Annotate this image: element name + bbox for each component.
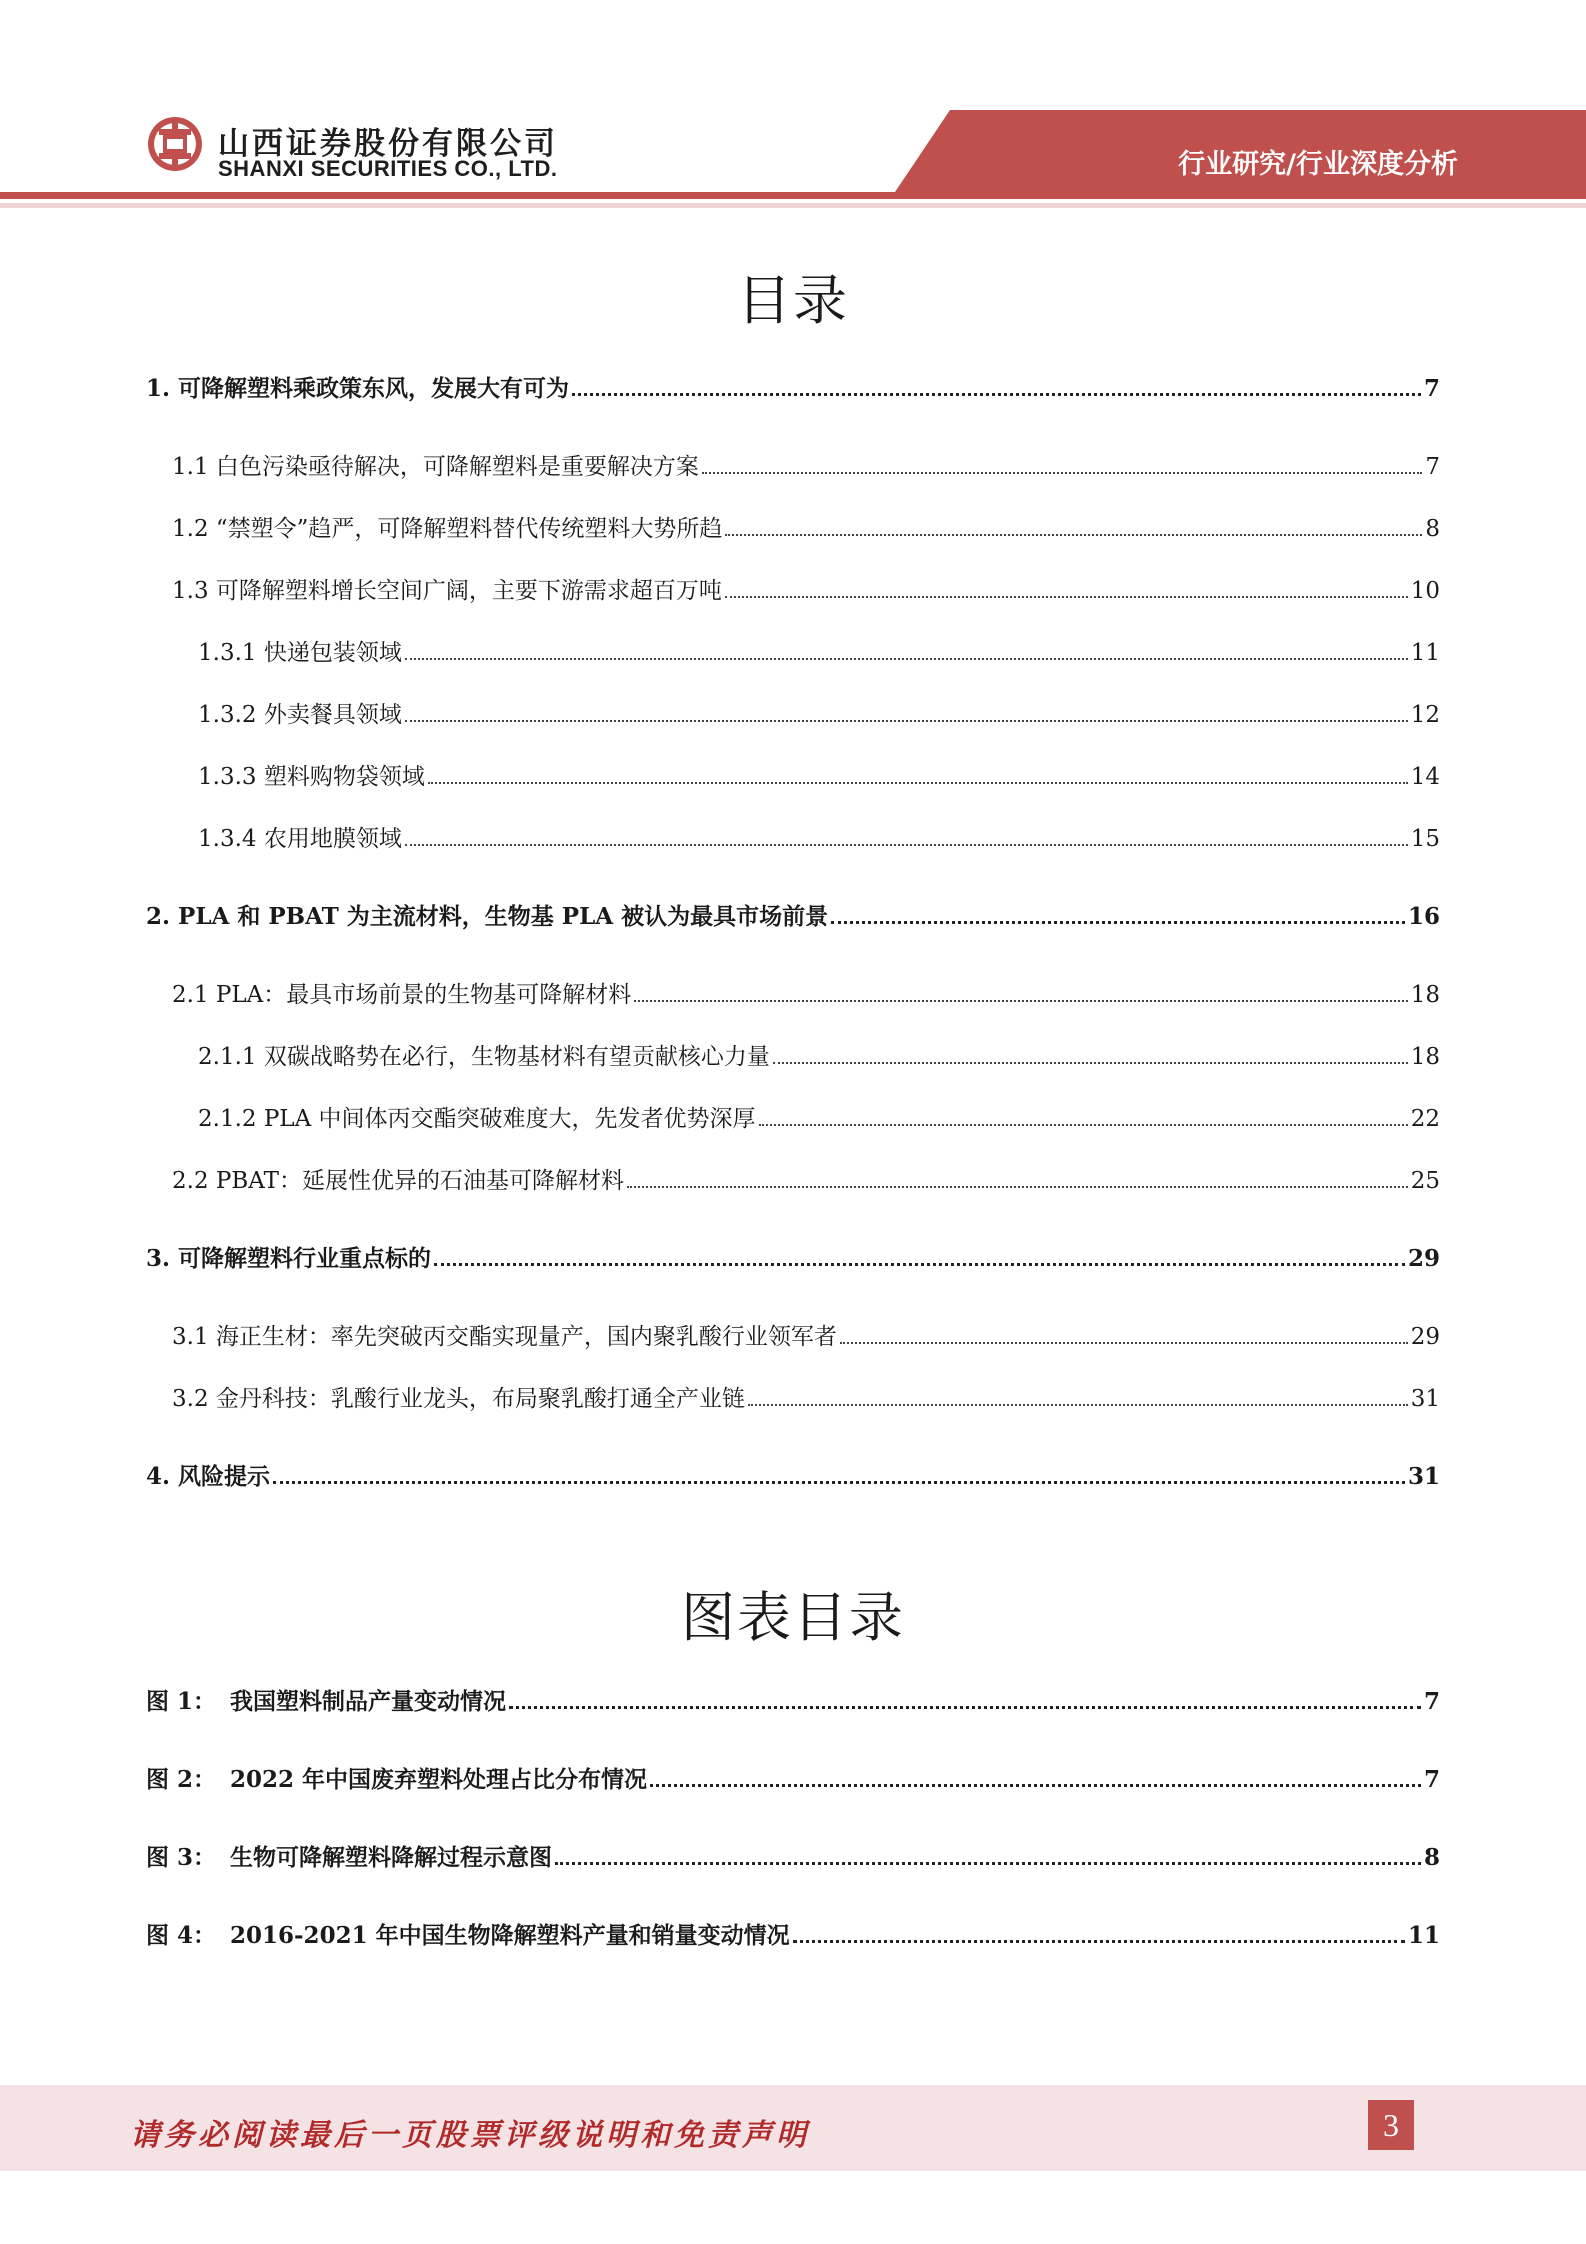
toc-entry-page: 10 [1410, 578, 1440, 604]
toc-entry-page: 7 [1423, 375, 1440, 402]
toc-entry[interactable] [172, 448, 1440, 481]
dot-leader [627, 1186, 1408, 1188]
toc-entry[interactable] [198, 820, 1440, 853]
toc-entry-page: 31 [1410, 1386, 1440, 1412]
figure-entry[interactable] [146, 1917, 1440, 1950]
toc-entry[interactable] [172, 1380, 1440, 1413]
toc-entry-label: 2. PLA 和 PBAT 为主流材料，生物基 PLA 被认为最具市场前景 [146, 903, 829, 930]
toc-entry-page: 25 [1410, 1168, 1440, 1194]
figure-entry-number: 图 2： [146, 1766, 217, 1793]
dot-leader [428, 782, 1408, 784]
toc-entry[interactable] [198, 1100, 1440, 1133]
toc-entry-label: 2.2 PBAT：延展性优异的石油基可降解材料 [172, 1168, 624, 1194]
figure-entry-label: 生物可降解塑料降解过程示意图 [230, 1844, 552, 1871]
toc-entry-label: 1.1 白色污染亟待解决，可降解塑料是重要解决方案 [172, 454, 699, 480]
company-name-cn: 山西证券股份有限公司 [218, 126, 558, 162]
toc-entry[interactable] [146, 898, 1440, 931]
dot-leader [273, 1481, 1405, 1484]
dot-leader [634, 1000, 1407, 1002]
toc-entry[interactable] [172, 976, 1440, 1009]
toc-entry-label: 2.1.2 PLA 中间体丙交酯突破难度大，先发者优势深厚 [198, 1106, 756, 1132]
toc-entry[interactable] [198, 634, 1440, 667]
report-type: 行业研究/行业深度分析 [1178, 149, 1458, 180]
dot-leader [405, 658, 1408, 660]
toc-entry[interactable] [146, 370, 1440, 403]
dot-leader [748, 1404, 1408, 1406]
dot-leader [793, 1940, 1405, 1943]
toc-entry-label: 1. 可降解塑料乘政策东风，发展大有可为 [146, 375, 570, 402]
toc-entry-page: 15 [1410, 826, 1440, 852]
toc-entry[interactable] [172, 1162, 1440, 1195]
figure-entry-number: 图 4： [146, 1922, 217, 1949]
toc-entry-label: 1.3.4 农用地膜领域 [198, 826, 402, 852]
toc-entry-label: 1.2 “禁塑令”趋严，可降解塑料替代传统塑料大势所趋 [172, 516, 723, 542]
dot-leader [434, 1263, 1405, 1266]
figure-entry-label: 2022 年中国废弃塑料处理占比分布情况 [230, 1766, 648, 1793]
toc-entry-page: 22 [1410, 1106, 1440, 1132]
toc-entry-page: 11 [1410, 640, 1440, 666]
toc-entry-label: 2.1.1 双碳战略势在必行，生物基材料有望贡献核心力量 [198, 1044, 770, 1070]
figure-entry-page: 7 [1423, 1688, 1440, 1715]
figure-entry[interactable] [146, 1683, 1440, 1716]
figure-entry-number: 图 3： [146, 1844, 217, 1871]
dot-leader [773, 1062, 1408, 1064]
toc-entry-label: 3.2 金丹科技：乳酸行业龙头，布局聚乳酸打通全产业链 [172, 1386, 745, 1412]
toc-entry-label: 2.1 PLA：最具市场前景的生物基可降解材料 [172, 982, 632, 1008]
page-header [0, 0, 1586, 215]
toc-entry-page: 16 [1407, 903, 1440, 930]
dot-leader [650, 1784, 1421, 1787]
toc-entry-page: 18 [1410, 1044, 1440, 1070]
toc-entry-page: 29 [1410, 1324, 1440, 1350]
dot-leader [555, 1862, 1421, 1865]
figure-entry-label: 2016-2021 年中国生物降解塑料产量和销量变动情况 [230, 1922, 790, 1949]
figure-entry-label: 我国塑料制品产量变动情况 [230, 1688, 506, 1715]
dot-leader [831, 921, 1405, 924]
page-number: 3 [1368, 2100, 1414, 2150]
figure-entry-page: 7 [1423, 1766, 1440, 1793]
dot-leader [572, 393, 1421, 396]
dot-leader [725, 534, 1422, 536]
toc-entry-label: 1.3 可降解塑料增长空间广阔，主要下游需求超百万吨 [172, 578, 722, 604]
dot-leader [405, 844, 1408, 846]
toc-entry-page: 12 [1410, 702, 1440, 728]
toc-entry-label: 1.3.2 外卖餐具领域 [198, 702, 402, 728]
toc-entry-label: 1.3.3 塑料购物袋领域 [198, 764, 425, 790]
toc-entry-page: 29 [1407, 1245, 1440, 1272]
toc-entry[interactable] [198, 758, 1440, 791]
toc-entry-label: 3.1 海正生材：率先突破丙交酯实现量产，国内聚乳酸行业领军者 [172, 1324, 837, 1350]
toc-title: 目录 [737, 269, 849, 332]
dot-leader [405, 720, 1408, 722]
toc-entry[interactable] [172, 510, 1440, 543]
toc-entry-page: 8 [1425, 516, 1440, 542]
figure-list-title: 图表目录 [681, 1586, 905, 1649]
toc-entry-page: 31 [1407, 1463, 1440, 1490]
dot-leader [725, 596, 1408, 598]
toc-entry-page: 18 [1410, 982, 1440, 1008]
footer-disclaimer: 请务必阅读最后一页股票评级说明和免责声明 [130, 2118, 810, 2153]
company-name-en: SHANXI SECURITIES CO., LTD. [218, 156, 558, 181]
dot-leader [702, 472, 1422, 474]
toc-entry-page: 7 [1425, 454, 1440, 480]
toc-entry-label: 4. 风险提示 [146, 1463, 271, 1490]
toc-entry[interactable] [198, 1038, 1440, 1071]
toc-entry[interactable] [198, 696, 1440, 729]
toc-entry[interactable] [172, 572, 1440, 605]
figure-entry[interactable] [146, 1839, 1440, 1872]
toc-entry[interactable] [146, 1458, 1440, 1491]
toc-entry-label: 3. 可降解塑料行业重点标的 [146, 1245, 432, 1272]
toc-entry[interactable] [172, 1318, 1440, 1351]
dot-leader [509, 1706, 1421, 1709]
toc-entry-page: 14 [1410, 764, 1440, 790]
figure-entry-number: 图 1： [146, 1688, 217, 1715]
dot-leader [759, 1124, 1408, 1126]
dot-leader [840, 1342, 1408, 1344]
toc-entry-label: 1.3.1 快递包装领域 [198, 640, 402, 666]
figure-entry-page: 8 [1423, 1844, 1440, 1871]
toc-entry[interactable] [146, 1240, 1440, 1273]
figure-entry-page: 11 [1407, 1922, 1440, 1949]
figure-entry[interactable] [146, 1761, 1440, 1794]
